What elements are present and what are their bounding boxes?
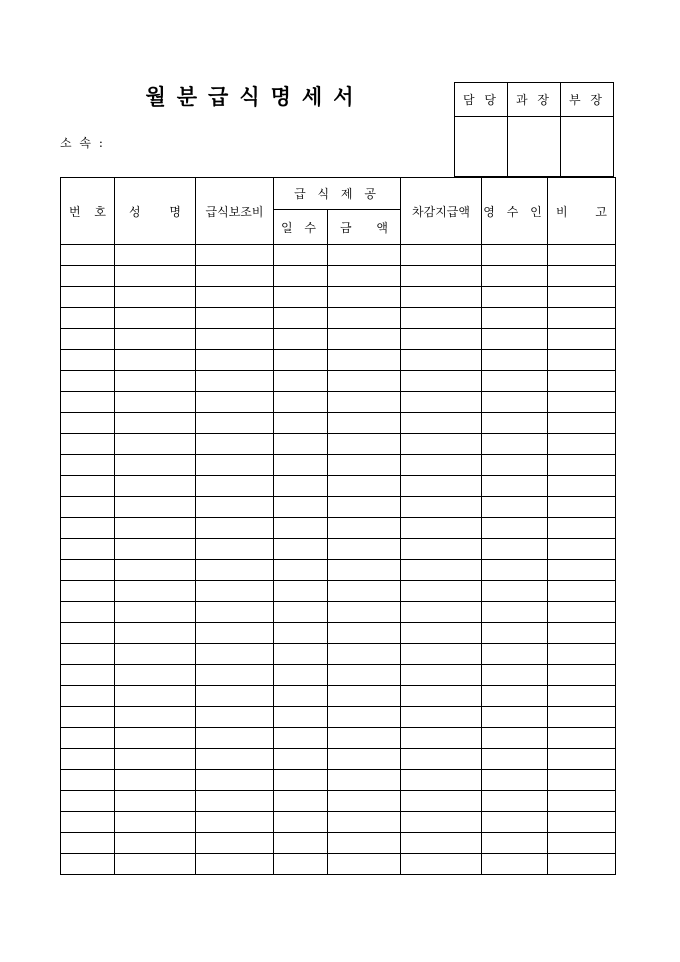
table-cell[interactable] [482,476,548,497]
table-cell[interactable] [328,518,401,539]
table-cell[interactable] [115,581,196,602]
table-cell[interactable] [274,560,328,581]
table-row [61,434,616,455]
table-cell[interactable] [274,308,328,329]
table-cell[interactable] [548,350,616,371]
table-cell[interactable] [482,581,548,602]
table-cell[interactable] [115,329,196,350]
table-cell[interactable] [274,518,328,539]
table-cell[interactable] [548,770,616,791]
table-cell[interactable] [401,350,482,371]
table-cell[interactable] [401,749,482,770]
table-cell[interactable] [61,602,115,623]
table-cell[interactable] [328,413,401,434]
table-row [61,245,616,266]
table-cell[interactable] [548,497,616,518]
table-cell[interactable] [401,812,482,833]
table-cell[interactable] [115,245,196,266]
table-row [61,665,616,686]
table-cell[interactable] [328,329,401,350]
table-cell[interactable] [401,413,482,434]
table-cell[interactable] [61,770,115,791]
table-cell[interactable] [482,833,548,854]
table-cell[interactable] [328,707,401,728]
table-cell[interactable] [115,644,196,665]
approval-header-dept-head: 부 장 [561,83,614,117]
table-cell[interactable] [115,791,196,812]
table-row [61,497,616,518]
approval-header-manager: 담 당 [455,83,508,117]
table-row [61,686,616,707]
table-cell[interactable] [61,518,115,539]
table-cell[interactable] [196,434,274,455]
table-cell[interactable] [401,770,482,791]
table-cell[interactable] [482,518,548,539]
table-cell[interactable] [115,371,196,392]
table-cell[interactable] [328,392,401,413]
table-cell[interactable] [61,581,115,602]
table-cell[interactable] [328,539,401,560]
table-cell[interactable] [274,749,328,770]
table-cell[interactable] [274,350,328,371]
table-cell[interactable] [401,245,482,266]
table-row [61,371,616,392]
table-cell[interactable] [115,392,196,413]
table-cell[interactable] [196,728,274,749]
table-cell[interactable] [115,665,196,686]
table-cell[interactable] [328,833,401,854]
table-cell[interactable] [328,770,401,791]
table-row [61,644,616,665]
affiliation-label: 소 속 : [60,136,105,150]
table-cell[interactable] [196,329,274,350]
table-cell[interactable] [61,791,115,812]
table-cell[interactable] [482,623,548,644]
table-cell[interactable] [61,497,115,518]
table-cell[interactable] [196,707,274,728]
table-cell[interactable] [328,455,401,476]
table-cell[interactable] [61,266,115,287]
table-cell[interactable] [482,329,548,350]
table-cell[interactable] [115,350,196,371]
table-cell[interactable] [61,623,115,644]
table-cell[interactable] [401,518,482,539]
table-cell[interactable] [482,707,548,728]
table-cell[interactable] [548,518,616,539]
table-cell[interactable] [548,476,616,497]
table-cell[interactable] [274,455,328,476]
table-cell[interactable] [548,602,616,623]
table-cell[interactable] [61,287,115,308]
table-cell[interactable] [548,434,616,455]
table-cell[interactable] [482,728,548,749]
table-cell[interactable] [196,371,274,392]
table-cell[interactable] [196,539,274,560]
approval-header-section-chief: 과 장 [508,83,561,117]
table-cell[interactable] [401,686,482,707]
table-cell[interactable] [401,644,482,665]
table-cell[interactable] [274,497,328,518]
approval-sign-section-chief[interactable] [508,117,561,177]
table-cell[interactable] [328,497,401,518]
table-cell[interactable] [401,707,482,728]
table-cell[interactable] [482,770,548,791]
approval-sign-manager[interactable] [455,117,508,177]
table-cell[interactable] [548,560,616,581]
table-cell[interactable] [196,413,274,434]
table-cell[interactable] [328,623,401,644]
table-cell[interactable] [548,287,616,308]
table-cell[interactable] [548,581,616,602]
table-cell[interactable] [328,371,401,392]
table-cell[interactable] [196,812,274,833]
table-cell[interactable] [115,287,196,308]
table-cell[interactable] [196,602,274,623]
table-cell[interactable] [196,791,274,812]
table-cell[interactable] [401,455,482,476]
table-cell[interactable] [196,476,274,497]
table-cell[interactable] [115,497,196,518]
table-cell[interactable] [61,854,115,875]
table-cell[interactable] [328,476,401,497]
table-cell[interactable] [115,266,196,287]
table-cell[interactable] [482,266,548,287]
table-cell[interactable] [115,539,196,560]
table-cell[interactable] [61,455,115,476]
meal-statement-table [60,177,616,875]
table-cell[interactable] [548,392,616,413]
table-cell[interactable] [196,623,274,644]
table-cell[interactable] [401,476,482,497]
table-cell[interactable] [115,518,196,539]
table-cell[interactable] [196,644,274,665]
table-cell[interactable] [548,749,616,770]
table-cell[interactable] [274,812,328,833]
table-cell[interactable] [274,413,328,434]
table-cell[interactable] [482,539,548,560]
table-cell[interactable] [274,476,328,497]
table-cell[interactable] [61,812,115,833]
table-cell[interactable] [115,560,196,581]
table-cell[interactable] [61,308,115,329]
table-cell[interactable] [482,854,548,875]
table-cell[interactable] [482,308,548,329]
table-cell[interactable] [61,665,115,686]
table-cell[interactable] [61,728,115,749]
table-cell[interactable] [482,812,548,833]
table-cell[interactable] [401,560,482,581]
table-cell[interactable] [115,455,196,476]
table-cell[interactable] [115,602,196,623]
table-cell[interactable] [115,308,196,329]
table-cell[interactable] [401,665,482,686]
table-row [61,266,616,287]
table-cell[interactable] [115,833,196,854]
table-cell[interactable] [401,854,482,875]
table-cell[interactable] [401,287,482,308]
table-cell[interactable] [274,581,328,602]
table-row [61,518,616,539]
table-cell[interactable] [328,728,401,749]
table-cell[interactable] [548,308,616,329]
table-cell[interactable] [482,245,548,266]
table-cell[interactable] [482,686,548,707]
table-cell[interactable] [401,539,482,560]
table-cell[interactable] [274,644,328,665]
table-cell[interactable] [274,329,328,350]
table-cell[interactable] [548,728,616,749]
table-row [61,749,616,770]
table-row [61,413,616,434]
table-cell[interactable] [115,728,196,749]
header-name: 성 명 [115,178,196,245]
table-row [61,476,616,497]
table-row [61,833,616,854]
table-cell[interactable] [482,413,548,434]
table-cell[interactable] [274,854,328,875]
table-cell[interactable] [61,686,115,707]
table-cell[interactable] [61,371,115,392]
table-cell[interactable] [548,245,616,266]
table-cell[interactable] [401,371,482,392]
table-cell[interactable] [274,245,328,266]
table-cell[interactable] [115,749,196,770]
table-cell[interactable] [115,770,196,791]
table-cell[interactable] [401,434,482,455]
table-cell[interactable] [196,854,274,875]
table-cell[interactable] [482,497,548,518]
table-cell[interactable] [115,413,196,434]
table-cell[interactable] [61,434,115,455]
table-cell[interactable] [328,266,401,287]
table-cell[interactable] [196,455,274,476]
table-cell[interactable] [274,833,328,854]
table-cell[interactable] [328,686,401,707]
table-cell[interactable] [274,770,328,791]
table-cell[interactable] [548,707,616,728]
table-row [61,329,616,350]
header-amount: 금 액 [328,210,401,245]
table-cell[interactable] [548,371,616,392]
table-cell[interactable] [274,791,328,812]
document-title: 월분급식명세서 [145,84,365,109]
table-cell[interactable] [61,749,115,770]
table-row [61,308,616,329]
table-row [61,560,616,581]
table-cell[interactable] [61,644,115,665]
table-cell[interactable] [274,392,328,413]
table-cell[interactable] [401,308,482,329]
table-cell[interactable] [401,497,482,518]
table-cell[interactable] [482,749,548,770]
table-cell[interactable] [548,413,616,434]
table-cell[interactable] [61,707,115,728]
table-cell[interactable] [196,392,274,413]
table-cell[interactable] [196,833,274,854]
table-cell[interactable] [274,287,328,308]
table-row [61,707,616,728]
table-cell[interactable] [328,350,401,371]
table-cell[interactable] [61,560,115,581]
header-receipt-seal: 영 수 인 [482,178,548,245]
table-cell[interactable] [274,602,328,623]
table-cell[interactable] [548,644,616,665]
table-cell[interactable] [482,791,548,812]
table-cell[interactable] [548,623,616,644]
table-cell[interactable] [401,791,482,812]
table-cell[interactable] [61,539,115,560]
table-row [61,602,616,623]
table-cell[interactable] [328,812,401,833]
table-cell[interactable] [196,245,274,266]
header-meal-allowance: 급식보조비 [196,178,274,245]
table-cell[interactable] [115,854,196,875]
table-cell[interactable] [482,644,548,665]
table-row [61,812,616,833]
table-cell[interactable] [328,854,401,875]
table-cell[interactable] [196,497,274,518]
table-cell[interactable] [482,350,548,371]
table-cell[interactable] [401,392,482,413]
table-cell[interactable] [196,308,274,329]
table-cell[interactable] [196,350,274,371]
table-cell[interactable] [482,371,548,392]
table-cell[interactable] [548,455,616,476]
table-cell[interactable] [328,665,401,686]
table-cell[interactable] [115,686,196,707]
table-cell[interactable] [274,434,328,455]
table-cell[interactable] [548,833,616,854]
table-row [61,539,616,560]
table-cell[interactable] [548,266,616,287]
table-cell[interactable] [401,833,482,854]
table-cell[interactable] [115,812,196,833]
table-cell[interactable] [274,539,328,560]
table-cell[interactable] [482,665,548,686]
table-cell[interactable] [401,266,482,287]
table-row [61,350,616,371]
table-cell[interactable] [548,329,616,350]
table-cell[interactable] [196,770,274,791]
table-cell[interactable] [115,476,196,497]
header-meal-provision: 급 식 제 공 [274,178,401,210]
table-row [61,392,616,413]
table-cell[interactable] [274,728,328,749]
table-cell[interactable] [482,455,548,476]
table-cell[interactable] [401,581,482,602]
table-cell[interactable] [61,350,115,371]
table-cell[interactable] [482,392,548,413]
table-cell[interactable] [196,287,274,308]
table-cell[interactable] [196,266,274,287]
header-number: 번 호 [61,178,115,245]
table-cell[interactable] [274,665,328,686]
table-cell[interactable] [401,728,482,749]
table-cell[interactable] [196,686,274,707]
table-cell[interactable] [328,791,401,812]
table-cell[interactable] [274,266,328,287]
header-remarks: 비 고 [548,178,616,245]
table-cell[interactable] [196,749,274,770]
table-row [61,287,616,308]
table-cell[interactable] [548,812,616,833]
table-row [61,455,616,476]
table-row [61,791,616,812]
table-cell[interactable] [548,686,616,707]
table-row [61,854,616,875]
table-cell[interactable] [61,476,115,497]
table-cell[interactable] [548,854,616,875]
table-row [61,770,616,791]
table-cell[interactable] [328,287,401,308]
table-cell[interactable] [61,833,115,854]
table-cell[interactable] [548,791,616,812]
header-days: 일 수 [274,210,328,245]
table-cell[interactable] [115,707,196,728]
table-cell[interactable] [61,245,115,266]
table-cell[interactable] [328,644,401,665]
table-cell[interactable] [196,581,274,602]
table-cell[interactable] [61,392,115,413]
table-cell[interactable] [328,581,401,602]
table-cell[interactable] [274,686,328,707]
header-net-payment: 차감지급액 [401,178,482,245]
table-cell[interactable] [328,308,401,329]
table-cell[interactable] [328,749,401,770]
table-cell[interactable] [115,434,196,455]
approval-sign-dept-head[interactable] [561,117,614,177]
table-cell[interactable] [61,329,115,350]
table-cell[interactable] [482,560,548,581]
table-cell[interactable] [548,665,616,686]
table-cell[interactable] [196,560,274,581]
table-cell[interactable] [274,707,328,728]
table-cell[interactable] [482,434,548,455]
table-row [61,728,616,749]
table-cell[interactable] [115,623,196,644]
table-cell[interactable] [196,518,274,539]
table-cell[interactable] [328,434,401,455]
table-row [61,623,616,644]
table-cell[interactable] [274,623,328,644]
table-cell[interactable] [482,602,548,623]
table-cell[interactable] [401,329,482,350]
table-cell[interactable] [196,665,274,686]
table-cell[interactable] [328,602,401,623]
table-cell[interactable] [61,413,115,434]
table-row [61,581,616,602]
table-cell[interactable] [328,245,401,266]
table-cell[interactable] [401,602,482,623]
table-cell[interactable] [401,623,482,644]
table-cell[interactable] [274,371,328,392]
table-cell[interactable] [548,539,616,560]
approval-box [454,82,614,177]
table-cell[interactable] [328,560,401,581]
table-cell[interactable] [482,287,548,308]
